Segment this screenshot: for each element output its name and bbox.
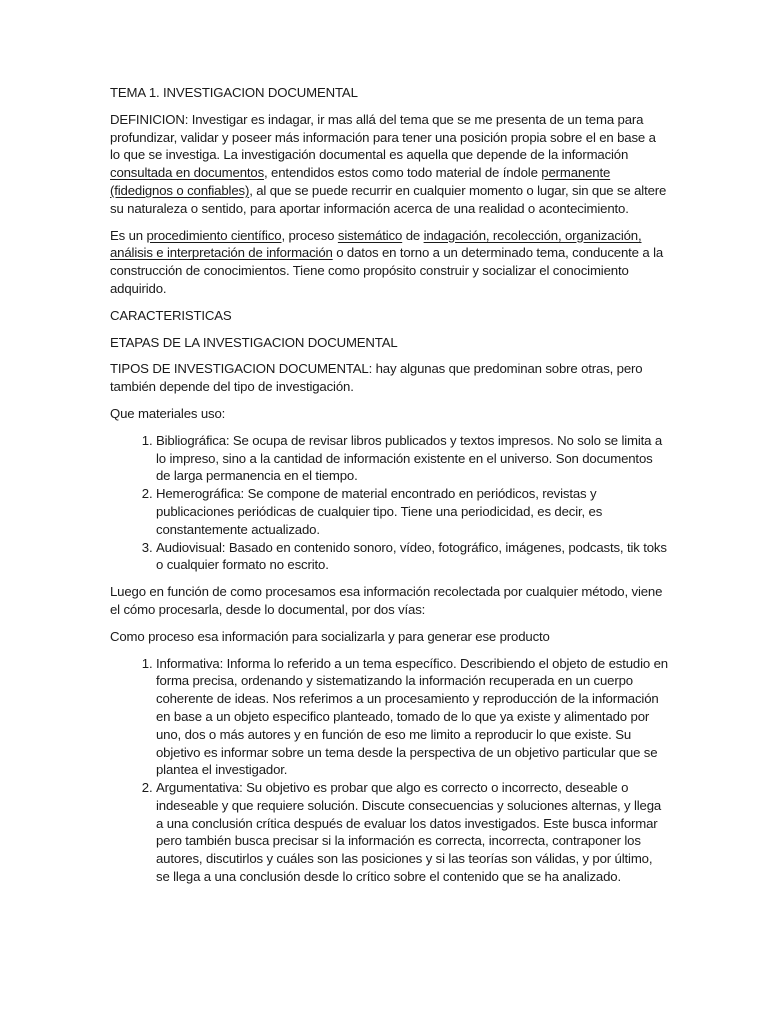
definition-text-1: Investigar es indagar, ir mas allá del tema que se me presenta de un tema para profundizar, validar y poseer más información para tener una posición propia sobre el en base a lo que se investiga. La investigación documental es aquella que depende de la información xyxy=(110,111,656,163)
luego-paragraph: Luego en función de como procesamos esa información recolectada por cualquier método, viene el cómo procesarla, desde lo documental, por dos vías: xyxy=(110,584,663,617)
definition-label: DEFINICION: xyxy=(110,111,189,127)
etapas-heading: ETAPAS DE LA INVESTIGACION DOCUMENTAL xyxy=(110,334,398,350)
procedure-text-1: Es un xyxy=(110,227,147,243)
underlined-procedimiento: procedimiento científico xyxy=(146,227,282,243)
procedure-text-3: de xyxy=(402,227,424,243)
procedure-paragraph xyxy=(110,227,668,298)
list-item: 3. Audiovisual: Basado en contenido sonoro, vídeo, fotográfico, imágenes, podcasts, tik toks o cualquier formato no escrito. xyxy=(156,539,668,575)
underlined-sistematico: sistemático xyxy=(337,227,403,243)
procedure-text-4: o datos en torno a un determinado tema, conducente a la construcción de conocimientos. Tiene como propósito construir y socializar el conocimiento adquirido. xyxy=(110,245,664,296)
list-item: 2. Hemerográfica: Se compone de material encontrado en periódicos, revistas y publicaciones periódicas de cualquier tipo. Tiene una periodicidad, es decir, es constantemente actualizado. xyxy=(156,485,668,538)
como-proceso-paragraph: Como proceso esa información para socializarla y para generar ese producto xyxy=(110,628,550,644)
vias-list xyxy=(110,655,668,886)
caracteristicas-heading: CARACTERISTICAS xyxy=(110,307,232,323)
definition-text-3: , al que se puede recurrir en cualquier momento o lugar, sin que se altere su naturaleza o sentido, para aportar información acerca de una realidad o acontecimiento. xyxy=(110,182,667,216)
procedure-text-2: , proceso xyxy=(281,227,338,243)
document-title: TEMA 1. INVESTIGACION DOCUMENTAL xyxy=(110,85,358,100)
definition-text-2: , entendidos estos como todo material de índole xyxy=(264,165,542,181)
materiales-list xyxy=(110,432,668,574)
underlined-permanente: permanente (fidedignos o confiables) xyxy=(110,165,611,198)
list-item: 1. Informativa: Informa lo referido a un tema específico. Describiendo el objeto de estudio en forma precisa, ordenando y sistematizando la información recuperada en un cuerpo coherente de ideas. Nos referimos a un procesamiento y reproducción de la información en base a un objeto especifico planteado, tomado de lo que ya existe y alimentado por uno, dos o más autores y en función de eso me limito a reproducir lo que existe. Su objetivo es informar sobre un tema desde la perspectiva de un objetivo particular que se plantea el investigador. xyxy=(156,655,668,780)
list-item: 2. Argumentativa: Su objetivo es probar que algo es correcto o incorrecto, deseable o indeseable y que requiere solución. Discute consecuencias y soluciones alternas, y llega a una conclusión crítica después de evaluar los datos investigados. Este busca informar pero también busca precisar si la información es correcta, incorrecta, contraponer los autores, discutirlos y cuáles son las posiciones y si las teorías son válidas, y por último, se llega a una conclusión desde lo crítico sobre el contenido que se ha analizado. xyxy=(156,779,668,886)
underlined-indagacion: indagación, recolección, organización, análisis e interpretación de información xyxy=(110,227,642,261)
list-item: 1. Bibliográfica: Se ocupa de revisar libros publicados y textos impresos. No solo se limita a lo impreso, sino a la cantidad de información existente en el universo. Son documentos de larga permanencia en el tiempo. xyxy=(156,432,668,485)
materiales-heading: Que materiales uso: xyxy=(110,405,226,421)
underlined-consultada: consultada en documentos xyxy=(110,165,265,181)
tipos-paragraph: TIPOS DE INVESTIGACION DOCUMENTAL: hay algunas que predominan sobre otras, pero también depende del tipo de investigación. xyxy=(110,361,643,395)
definition-paragraph xyxy=(110,111,668,218)
